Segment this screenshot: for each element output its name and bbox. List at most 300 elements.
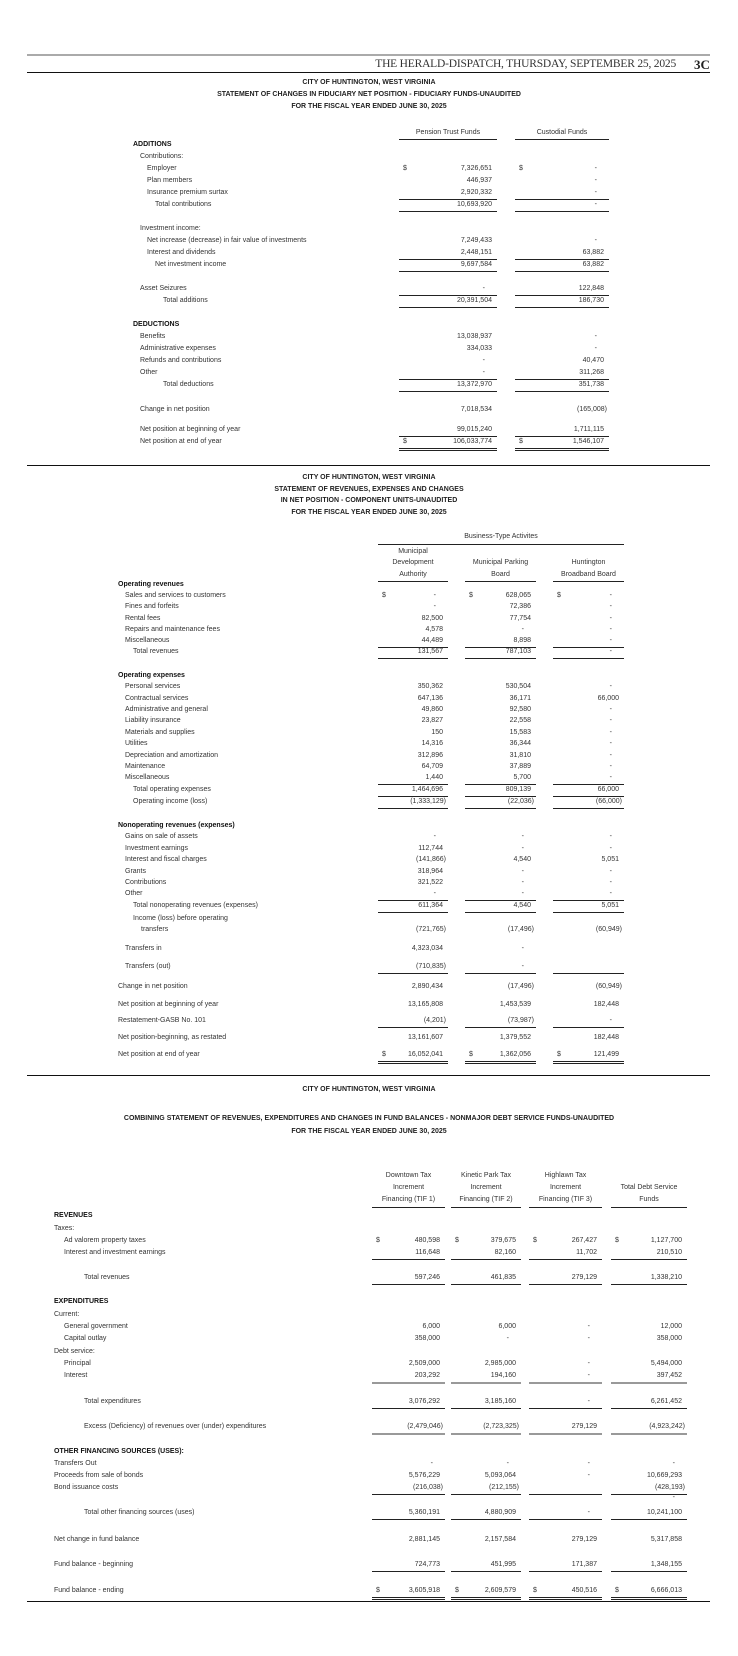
rule-line bbox=[451, 1494, 521, 1495]
cell-value: - bbox=[521, 833, 524, 840]
column-header: Authority bbox=[399, 571, 427, 578]
cell-value: 4,540 bbox=[513, 902, 531, 909]
cell-value: - bbox=[521, 890, 524, 897]
rule-line bbox=[553, 973, 624, 974]
row-label: Total nonoperating revenues (expenses) bbox=[133, 902, 258, 909]
rule-line bbox=[529, 1519, 602, 1520]
cell-value: - bbox=[521, 845, 524, 852]
cell-value: - bbox=[594, 177, 597, 184]
row-label: Total expenditures bbox=[84, 1398, 141, 1405]
currency-sign: $ bbox=[519, 165, 523, 172]
rule-line bbox=[399, 450, 497, 451]
cell-value: - bbox=[433, 890, 436, 897]
statement-title: FOR THE FISCAL YEAR ENDED JUNE 30, 2025 bbox=[291, 1128, 447, 1135]
row-label: Net position at beginning of year bbox=[140, 426, 241, 433]
row-label: Total revenues bbox=[84, 1274, 130, 1281]
column-header-rule bbox=[372, 1207, 445, 1208]
cell-value: 13,161,607 bbox=[407, 1034, 443, 1041]
rule-line bbox=[378, 1061, 448, 1062]
rule-line bbox=[378, 973, 448, 974]
rule-line bbox=[378, 658, 448, 659]
row-label: Taxes: bbox=[54, 1225, 75, 1232]
masthead-top-rule bbox=[27, 54, 710, 56]
cell-value: 82,500 bbox=[421, 615, 443, 622]
cell-value: 6,666,013 bbox=[650, 1587, 682, 1594]
row-label: Total contributions bbox=[155, 201, 212, 208]
cell-value: (1,333,129) bbox=[410, 798, 446, 805]
row-label: Other bbox=[125, 890, 143, 897]
statement-title: FOR THE FISCAL YEAR ENDED JUNE 30, 2025 bbox=[291, 103, 447, 110]
cell-value: 10,693,920 bbox=[456, 201, 492, 208]
cell-value: 809,139 bbox=[505, 786, 531, 793]
cell-value: - bbox=[482, 285, 485, 292]
cell-value: 358,000 bbox=[656, 1335, 682, 1342]
rule-line bbox=[378, 1063, 448, 1064]
cell-value: 203,292 bbox=[414, 1372, 440, 1379]
rule-line bbox=[399, 391, 497, 392]
cell-value: 530,504 bbox=[505, 683, 531, 690]
row-label: Investment income: bbox=[140, 225, 201, 232]
cell-value: - bbox=[594, 333, 597, 340]
cell-value: 1,711,115 bbox=[573, 426, 604, 433]
row-label: Miscellaneous bbox=[125, 637, 170, 644]
cell-value: 2,609,579 bbox=[484, 1587, 516, 1594]
row-label: Fund balance - ending bbox=[54, 1587, 124, 1594]
cell-value: 5,051 bbox=[601, 902, 619, 909]
row-label: Ad valorem property taxes bbox=[64, 1237, 146, 1244]
column-header: Broadband Board bbox=[561, 571, 616, 578]
cell-value: 3,185,160 bbox=[484, 1398, 516, 1405]
rule-line bbox=[529, 1284, 602, 1285]
currency-sign: $ bbox=[557, 1051, 561, 1058]
cell-value: 279,129 bbox=[571, 1274, 597, 1281]
rule-line bbox=[378, 1027, 448, 1028]
group-header-rule bbox=[378, 544, 624, 545]
rule-line bbox=[465, 808, 536, 809]
cell-value: (60,949) bbox=[595, 926, 622, 933]
row-label: Income (loss) before operating bbox=[133, 915, 228, 922]
cell-value: (17,496) bbox=[507, 983, 534, 990]
cell-value: 4,540 bbox=[513, 856, 531, 863]
currency-sign: $ bbox=[533, 1587, 537, 1594]
cell-value: 99,015,240 bbox=[456, 426, 492, 433]
cell-value: - bbox=[521, 879, 524, 886]
column-header: Increment bbox=[470, 1184, 502, 1191]
column-header-rule bbox=[611, 1207, 687, 1208]
statement-title: COMBINING STATEMENT OF REVENUES, EXPENDITURES AND CHANGES IN FUND BALANCES - NONMAJOR DEBT SERVICE FUNDS-UNAUDITED bbox=[123, 1115, 615, 1122]
cell-value: 150 bbox=[431, 729, 443, 736]
cell-value: 5,700 bbox=[513, 774, 531, 781]
row-label: Net increase (decrease) in fair value of investments bbox=[147, 237, 307, 244]
rule-line bbox=[611, 1599, 687, 1600]
cell-value: - bbox=[430, 1460, 433, 1467]
cell-value: - bbox=[609, 637, 612, 644]
cell-value: 451,995 bbox=[490, 1561, 516, 1568]
cell-value: - bbox=[609, 592, 612, 599]
row-label: Contributions bbox=[125, 879, 167, 886]
rule-line bbox=[451, 1433, 521, 1435]
cell-value: 4,880,909 bbox=[484, 1509, 516, 1516]
rule-line bbox=[465, 1061, 536, 1062]
cell-value: 31,810 bbox=[509, 752, 531, 759]
cell-value: 1,379,552 bbox=[499, 1034, 531, 1041]
row-label: Capital outlay bbox=[64, 1335, 107, 1342]
rule-line bbox=[378, 808, 448, 809]
cell-value: 121,499 bbox=[593, 1051, 619, 1058]
row-label: Administrative expenses bbox=[140, 345, 216, 352]
masthead-bottom-rule bbox=[27, 72, 710, 73]
cell-value: - bbox=[521, 945, 524, 952]
rule-line bbox=[372, 1259, 445, 1260]
cell-value: - bbox=[506, 1335, 509, 1342]
rule-line bbox=[372, 1284, 445, 1285]
cell-value: 63,882 bbox=[582, 261, 604, 268]
rule-line bbox=[465, 973, 536, 974]
cell-value: 3,605,918 bbox=[408, 1587, 440, 1594]
cell-value: 22,558 bbox=[509, 717, 531, 724]
cell-value: - bbox=[587, 1372, 590, 1379]
cell-value: 724,773 bbox=[414, 1561, 440, 1568]
row-label: Total revenues bbox=[133, 648, 179, 655]
column-header: Total Debt Service bbox=[620, 1184, 678, 1191]
cell-value: 20,391,504 bbox=[456, 297, 492, 304]
rule-line bbox=[399, 307, 497, 308]
cell-value: - bbox=[672, 1460, 675, 1467]
rule-line bbox=[372, 1519, 445, 1520]
cell-value: 397,452 bbox=[656, 1372, 682, 1379]
cell-value: 628,065 bbox=[505, 592, 531, 599]
currency-sign: $ bbox=[403, 438, 407, 445]
row-label: Materials and supplies bbox=[125, 729, 195, 736]
rule-line bbox=[611, 1284, 687, 1285]
cell-value: 13,165,808 bbox=[407, 1001, 443, 1008]
cell-value: 186,730 bbox=[578, 297, 604, 304]
cell-value: 36,344 bbox=[509, 740, 531, 747]
cell-value: 7,249,433 bbox=[460, 237, 492, 244]
cell-value: 2,157,584 bbox=[484, 1536, 516, 1543]
cell-value: - bbox=[609, 774, 612, 781]
rule-line bbox=[611, 1519, 687, 1520]
cell-value: - bbox=[587, 1472, 590, 1479]
cell-value: 1,348,155 bbox=[650, 1561, 682, 1568]
rule-line bbox=[399, 448, 497, 449]
column-header: Financing (TIF 2) bbox=[459, 1196, 513, 1203]
cell-value: 10,669,293 bbox=[646, 1472, 682, 1479]
cell-value: - bbox=[609, 740, 612, 747]
row-label: Proceeds from sale of bonds bbox=[54, 1472, 144, 1479]
cell-value: - bbox=[609, 1017, 612, 1024]
column-header: Development bbox=[392, 559, 434, 566]
cell-value: 6,000 bbox=[422, 1323, 440, 1330]
cell-value: 647,136 bbox=[417, 695, 443, 702]
section-heading: DEDUCTIONS bbox=[133, 321, 180, 328]
row-label: General government bbox=[64, 1323, 128, 1330]
rule-line bbox=[553, 1061, 624, 1062]
column-header: Increment bbox=[392, 1184, 425, 1191]
cell-value: 2,920,332 bbox=[460, 189, 492, 196]
rule-line bbox=[372, 1597, 445, 1598]
cell-value: - bbox=[609, 752, 612, 759]
cell-value: 1,440 bbox=[425, 774, 443, 781]
cell-value: - bbox=[587, 1323, 590, 1330]
row-label: Liability insurance bbox=[125, 717, 181, 724]
cell-value: 36,171 bbox=[509, 695, 531, 702]
currency-sign: $ bbox=[533, 1237, 537, 1244]
column-header: Custodial Funds bbox=[536, 129, 588, 136]
column-header: Pension Trust Funds bbox=[415, 129, 481, 136]
row-label: Gains on sale of assets bbox=[125, 833, 198, 840]
currency-sign: $ bbox=[615, 1237, 619, 1244]
cell-value: 379,675 bbox=[490, 1237, 516, 1244]
currency-sign: $ bbox=[376, 1587, 380, 1594]
cell-value: 4,578 bbox=[425, 626, 443, 633]
cell-value: 267,427 bbox=[571, 1237, 597, 1244]
cell-value: - bbox=[587, 1398, 590, 1405]
group-header: Business-Type Activites bbox=[464, 533, 538, 540]
rule-line bbox=[372, 1571, 445, 1572]
cell-value: 116,648 bbox=[415, 1249, 440, 1256]
cell-value: 82,160 bbox=[494, 1249, 516, 1256]
cell-value: - bbox=[609, 706, 612, 713]
cell-value: 5,317,858 bbox=[650, 1536, 682, 1543]
cell-value: - bbox=[587, 1509, 590, 1516]
cell-value: 2,448,151 bbox=[460, 249, 492, 256]
cell-value: - bbox=[609, 833, 612, 840]
row-label-continued: transfers bbox=[141, 926, 169, 933]
section-divider bbox=[27, 465, 710, 466]
cell-value: - bbox=[482, 357, 485, 364]
statement-title: FOR THE FISCAL YEAR ENDED JUNE 30, 2025 bbox=[291, 509, 447, 516]
cell-value: 9,697,584 bbox=[460, 261, 492, 268]
row-label: Interest and investment earnings bbox=[64, 1249, 166, 1256]
row-label: Depreciation and amortization bbox=[125, 752, 218, 759]
rule-line bbox=[451, 1284, 521, 1285]
cell-value: 49,860 bbox=[421, 706, 443, 713]
cell-value: (710,835) bbox=[416, 963, 446, 970]
row-label: Bond issuance costs bbox=[54, 1484, 119, 1491]
column-header-rule bbox=[451, 1207, 521, 1208]
cell-value: 1,362,056 bbox=[499, 1051, 531, 1058]
column-header: Municipal Parking bbox=[472, 559, 529, 566]
row-label: Fund balance - beginning bbox=[54, 1561, 134, 1568]
cell-value: 112,744 bbox=[418, 845, 443, 852]
cell-value: (4,923,242) bbox=[649, 1423, 685, 1430]
section-divider bbox=[27, 1601, 710, 1602]
cell-value: 2,881,145 bbox=[408, 1536, 440, 1543]
rule-line bbox=[515, 450, 609, 451]
cell-value: 2,509,000 bbox=[408, 1360, 440, 1367]
currency-sign: $ bbox=[469, 592, 473, 599]
cell-value: 10,241,100 bbox=[646, 1509, 682, 1516]
rule-line bbox=[515, 211, 609, 212]
cell-value: 7,018,534 bbox=[460, 406, 492, 413]
cell-value: - bbox=[609, 615, 612, 622]
cell-value: (60,949) bbox=[595, 983, 622, 990]
row-label: Net position at beginning of year bbox=[118, 1001, 219, 1008]
cell-value: 446,937 bbox=[466, 177, 492, 184]
cell-value: 318,964 bbox=[417, 868, 443, 875]
row-label: Benefits bbox=[140, 333, 166, 340]
cell-value: 5,494,000 bbox=[650, 1360, 682, 1367]
cell-value: 3,076,292 bbox=[408, 1398, 440, 1405]
cell-value: 351,738 bbox=[578, 381, 604, 388]
cell-value: 8,898 bbox=[513, 637, 531, 644]
currency-sign: $ bbox=[382, 1051, 386, 1058]
cell-value: (2,723,325) bbox=[483, 1423, 519, 1430]
rule-line bbox=[372, 1408, 445, 1409]
cell-value: 194,160 bbox=[490, 1372, 516, 1379]
cell-value: 1,546,107 bbox=[572, 438, 604, 445]
cell-value: (2,479,046) bbox=[407, 1423, 443, 1430]
row-label: Personal services bbox=[125, 683, 181, 690]
column-header: Board bbox=[491, 571, 510, 578]
row-label: Net investment income bbox=[155, 261, 227, 268]
row-label: Net position at end of year bbox=[118, 1051, 200, 1058]
rule-line bbox=[611, 1571, 687, 1572]
row-label: Other bbox=[140, 369, 158, 376]
cell-value: 5,360,191 bbox=[408, 1509, 440, 1516]
cell-value: - bbox=[672, 1494, 675, 1501]
row-label: Transfers (out) bbox=[125, 963, 171, 970]
rule-line bbox=[399, 211, 497, 212]
column-header-rule bbox=[529, 1207, 602, 1208]
rule-line bbox=[515, 307, 609, 308]
cell-value: - bbox=[587, 1360, 590, 1367]
rule-line bbox=[451, 1259, 521, 1260]
column-header-rule bbox=[465, 581, 536, 582]
cell-value: - bbox=[609, 845, 612, 852]
cell-value: 450,516 bbox=[571, 1587, 597, 1594]
cell-value: 334,033 bbox=[466, 345, 492, 352]
column-header: Kinetic Park Tax bbox=[460, 1172, 512, 1179]
row-label: Interest and dividends bbox=[147, 249, 216, 256]
cell-value: - bbox=[506, 1460, 509, 1467]
cell-value: 92,580 bbox=[509, 706, 531, 713]
row-label: Insurance premium surtax bbox=[147, 189, 228, 196]
row-label: Transfers Out bbox=[54, 1460, 97, 1467]
column-header: Highlawn Tax bbox=[544, 1172, 587, 1179]
row-label: Contributions: bbox=[140, 153, 184, 160]
cell-value: 279,129 bbox=[571, 1536, 597, 1543]
row-label: Total other financing sources (uses) bbox=[84, 1509, 195, 1516]
cell-value: 182,448 bbox=[593, 1001, 619, 1008]
row-label: Contractual services bbox=[125, 695, 189, 702]
column-header: Financing (TIF 1) bbox=[381, 1196, 436, 1203]
rule-line bbox=[611, 1408, 687, 1409]
cell-value: - bbox=[609, 683, 612, 690]
column-header: Funds bbox=[639, 1196, 659, 1203]
cell-value: - bbox=[609, 729, 612, 736]
rule-line bbox=[465, 1063, 536, 1064]
currency-sign: $ bbox=[455, 1237, 459, 1244]
rule-line bbox=[465, 1027, 536, 1028]
page-number: 3C bbox=[694, 57, 710, 72]
rule-line bbox=[378, 912, 448, 913]
row-label: Net position-beginning, as restated bbox=[118, 1034, 227, 1041]
cell-value: - bbox=[594, 189, 597, 196]
statement-title: STATEMENT OF REVENUES, EXPENSES AND CHANGES bbox=[274, 486, 464, 493]
cell-value: - bbox=[594, 237, 597, 244]
cell-value: 350,362 bbox=[417, 683, 443, 690]
cell-value: 6,000 bbox=[498, 1323, 516, 1330]
rule-line bbox=[529, 1571, 602, 1572]
rule-line bbox=[399, 271, 497, 272]
rule-line bbox=[372, 1599, 445, 1600]
column-header: Downtown Tax bbox=[385, 1172, 432, 1179]
row-label: Interest and fiscal charges bbox=[125, 856, 207, 863]
cell-value: - bbox=[609, 626, 612, 633]
cell-value: 13,038,937 bbox=[456, 333, 492, 340]
cell-value: 597,246 bbox=[414, 1274, 440, 1281]
currency-sign: $ bbox=[469, 1051, 473, 1058]
cell-value: (428,193) bbox=[655, 1484, 685, 1491]
rule-line bbox=[529, 1599, 602, 1600]
cell-value: - bbox=[433, 592, 436, 599]
cell-value: 13,372,970 bbox=[456, 381, 492, 388]
cell-value: - bbox=[521, 868, 524, 875]
section-heading: EXPENDITURES bbox=[54, 1298, 109, 1305]
cell-value: (165,008) bbox=[577, 406, 607, 413]
row-label: Fines and forfeits bbox=[125, 603, 179, 610]
cell-value: 5,093,064 bbox=[484, 1472, 516, 1479]
row-label: Total operating expenses bbox=[133, 786, 211, 793]
cell-value: (212,155) bbox=[489, 1484, 519, 1491]
cell-value: - bbox=[521, 626, 524, 633]
cell-value: 16,052,041 bbox=[407, 1051, 443, 1058]
row-label: Change in net position bbox=[140, 406, 210, 413]
cell-value: - bbox=[521, 963, 524, 970]
section-divider bbox=[27, 1075, 710, 1076]
statement-title: CITY OF HUNTINGTON, WEST VIRGINIA bbox=[302, 474, 436, 481]
cell-value: 44,489 bbox=[421, 637, 443, 644]
section-heading: Nonoperating revenues (expenses) bbox=[118, 822, 235, 829]
rule-line bbox=[611, 1597, 687, 1598]
cell-value: - bbox=[587, 1460, 590, 1467]
cell-value: 7,326,651 bbox=[460, 165, 492, 172]
column-header-rule bbox=[515, 139, 609, 140]
rule-line bbox=[451, 1599, 521, 1600]
cell-value: (216,038) bbox=[413, 1484, 443, 1491]
rule-line bbox=[515, 271, 609, 272]
rule-line bbox=[611, 1382, 687, 1384]
row-label: Plan members bbox=[147, 177, 193, 184]
rule-line bbox=[611, 1259, 687, 1260]
cell-value: - bbox=[482, 369, 485, 376]
cell-value: 182,448 bbox=[593, 1034, 619, 1041]
row-label: Utilities bbox=[125, 740, 148, 747]
cell-value: 4,323,034 bbox=[411, 945, 443, 952]
cell-value: 5,576,229 bbox=[408, 1472, 440, 1479]
column-header: Huntington bbox=[571, 559, 606, 566]
rule-line bbox=[553, 1063, 624, 1064]
rule-line bbox=[515, 448, 609, 449]
rule-line bbox=[372, 1433, 445, 1435]
column-header-rule bbox=[378, 581, 448, 582]
cell-value: 106,033,774 bbox=[453, 438, 492, 445]
cell-value: 358,000 bbox=[414, 1335, 440, 1342]
column-header-rule bbox=[399, 139, 497, 140]
cell-value: (141,866) bbox=[416, 856, 446, 863]
rule-line bbox=[372, 1382, 445, 1384]
cell-value: (4,201) bbox=[423, 1017, 446, 1024]
row-label: Operating income (loss) bbox=[133, 798, 208, 805]
cell-value: 11,702 bbox=[576, 1249, 597, 1256]
row-label: Sales and services to customers bbox=[125, 592, 226, 599]
currency-sign: $ bbox=[403, 165, 407, 172]
currency-sign: $ bbox=[455, 1587, 459, 1594]
cell-value: 312,896 bbox=[417, 752, 443, 759]
cell-value: 40,470 bbox=[582, 357, 604, 364]
